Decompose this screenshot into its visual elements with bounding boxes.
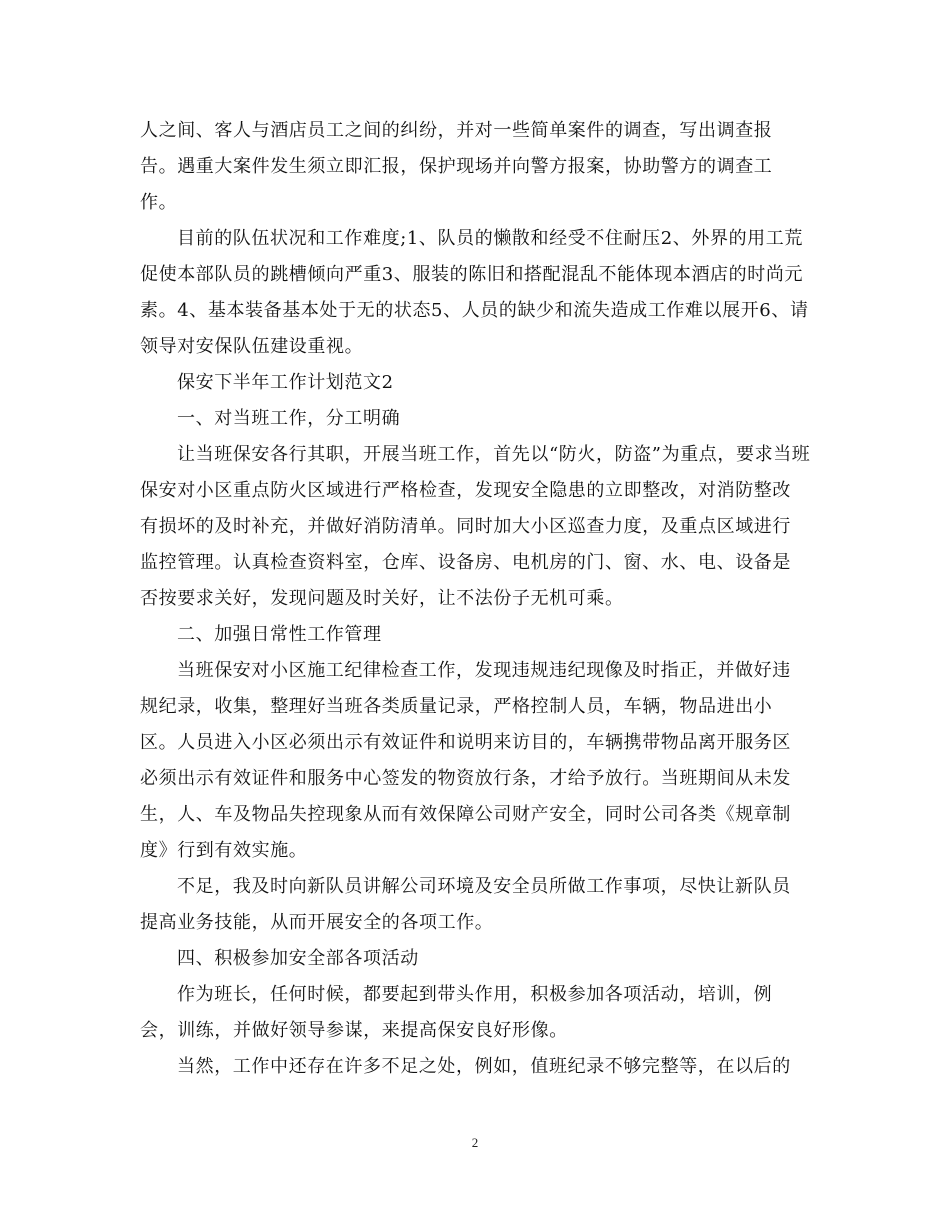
text-line: 规纪录，收集，整理好当班各类质量记录，严格控制人员，车辆，物品进出小: [140, 696, 773, 717]
text-line: 度》行到有效实施。: [140, 840, 308, 861]
text-line: 当班保安对小区施工纪律检查工作，发现违规违纪现像及时指正，并做好违: [177, 660, 791, 681]
text-line: 保安对小区重点防火区域进行严格检查，发现安全隐患的立即整改，对消防整改: [140, 480, 791, 501]
text-line: 告。遇重大案件发生须立即汇报，保护现场并向警方报案，协助警方的调查工: [140, 156, 773, 177]
text-line: 提高业务技能，从而开展安全的各项工作。: [140, 912, 494, 933]
text-line: 让当班保安各行其职，开展当班工作，首先以“防火，防盗”为重点，要求当班: [177, 444, 811, 465]
text-line: 当然，工作中还存在许多不足之处，例如，值班纪录不够完整等，在以后的: [177, 1056, 791, 1077]
text-line: 作。: [140, 192, 178, 213]
text-line: 监控管理。认真检查资料室，仓库、设备房、电机房的门、窗、水、电、设备是: [140, 552, 791, 573]
section-heading: 保安下半年工作计划范文2: [177, 372, 394, 393]
text-line: 作为班长，任何时候，都要起到带头作用，积极参加各项活动，培训，例: [177, 984, 773, 1005]
page-number: 2: [471, 1135, 479, 1150]
text-line: 领导对安保队伍建设重视。: [140, 336, 364, 357]
text-line: 区。人员进入小区必须出示有效证件和说明来访目的，车辆携带物品离开服务区: [140, 732, 791, 753]
text-line: 人之间、客人与酒店员工之间的纠纷，并对一些简单案件的调查，写出调查报: [140, 120, 773, 141]
section-heading: 二、加强日常性工作管理: [177, 624, 382, 645]
section-heading: 一、对当班工作，分工明确: [177, 408, 401, 429]
text-line: 目前的队伍状况和工作难度;1、队员的懒散和经受不住耐压2、外界的用工荒: [177, 228, 803, 249]
text-line: 否按要求关好，发现问题及时关好，让不法份子无机可乘。: [140, 588, 624, 609]
text-line: 促使本部队员的跳槽倾向严重3、服装的陈旧和搭配混乱不能体现本酒店的时尚元: [140, 264, 804, 285]
text-line: 生，人、车及物品失控现象从而有效保障公司财产安全，同时公司各类《规章制: [140, 804, 791, 825]
text-line: 必须出示有效证件和服务中心签发的物资放行条，才给予放行。当班期间从未发: [140, 768, 791, 789]
text-line: 素。4、基本装备基本处于无的状态5、人员的缺少和流失造成工作难以展开6、请: [140, 300, 809, 321]
text-line: 有损坏的及时补充，并做好消防清单。同时加大小区巡查力度，及重点区域进行: [140, 516, 791, 537]
text-line: 会，训练，并做好领导参谋，来提高保安良好形像。: [140, 1020, 568, 1041]
text-line: 不足，我及时向新队员讲解公司环境及安全员所做工作事项，尽快让新队员: [177, 876, 791, 897]
section-heading: 四、积极参加安全部各项活动: [177, 948, 419, 969]
